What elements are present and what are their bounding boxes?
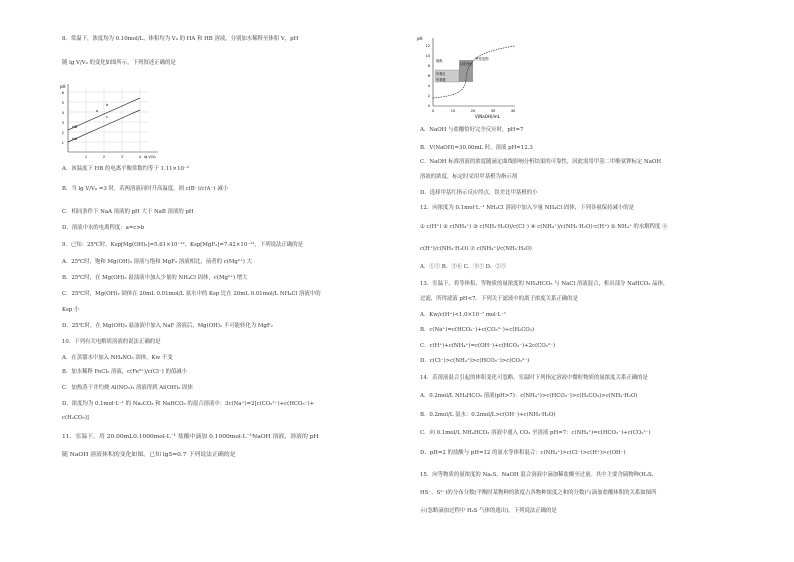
q11-annot-red2: 甲基橙	[436, 78, 446, 82]
q8-ytick: 4	[61, 111, 64, 115]
q11-xtick: 10	[450, 109, 456, 113]
q11-titration-chart	[415, 34, 525, 120]
q8-ylabel: pH	[60, 84, 66, 89]
q13-stem-line1: 13．室温下，将等体积、等物质的量浓度的 NH₄HCO₃ 与 NaCl 溶液混合，析出部分 NaHCO₃ 晶体，	[420, 281, 669, 287]
q9-option-d: D．25℃时，在 Mg(OH)₂ 悬浊液中加入 NaF 溶液后，Mg(OH)₂ 不可能转化为 MgF₂	[62, 323, 273, 329]
q11-annot-phenol: 酚酞	[436, 59, 443, 63]
q14-option-c: C．向 0.1mol/L NH₄HCO₃ 溶液中通入 CO₂ 至溶液 pH=7：c(NH₄⁺)=c(HCO₃⁻)+c(CO₃²⁻)	[420, 430, 651, 436]
q8-point-label-b: b	[106, 103, 109, 107]
q9-option-a: A．25℃时，饱和 Mg(OH)₂ 溶液与饱和 MgF₂ 溶液相比，前者的 c(Mg²⁺) 大	[62, 259, 253, 265]
q8-ytick: 6	[61, 91, 64, 95]
q10-option-c: C．加热蒸干并灼烧 Al(NO₃)₃ 溶液得到 Al(OH)₃ 固体	[62, 385, 193, 391]
q8-ph-chart	[58, 80, 163, 162]
q13-option-b: B．c(Na⁺)=c(HCO₃⁻)+c(CO₃²⁻)+c(H₂CO₃)	[420, 327, 535, 333]
q12-options: A．①⑤ B．③⑥ C．③⑦ D．②⑤	[420, 264, 507, 270]
q11-ytick: 4	[427, 84, 430, 88]
q11-stem-line1: 11．室温下，用 20.00mL0.1000mol·L⁻¹ 盐酸中滴加 0.1000mol·L⁻¹NaOH 溶液，溶液的 pH	[62, 434, 319, 440]
q11-ytick: 6	[427, 74, 430, 78]
q12-items-row2: c(H⁺)/c(NH₃·H₂O) ⑦ c(NH₄⁺)/c(NH₃·H₂O)	[420, 246, 532, 252]
q9-option-c-line1: C．25℃时，Mg(OH)₂ 固体在 20mL 0.01mol/L 氨水中的 Ksp 比在 20mL 0.01mol/L NH₄Cl 溶液中的	[62, 291, 321, 297]
q11-option-b: B．V(NaOH)=30.00mL 时，溶液 pH=12.3	[420, 145, 533, 151]
q10-stem: 10．下列有关电解质溶液的说法正确的是	[62, 339, 161, 345]
q8-xtick: 1	[84, 155, 88, 159]
q11-xtick: 20	[470, 109, 476, 113]
q8-xtick: 3	[120, 155, 124, 159]
q8-point-label-c: c	[106, 115, 108, 119]
q11-annot-range: 突变范围	[475, 57, 489, 61]
q11-ylabel: pH	[417, 36, 423, 41]
q8-series-label-hb: HB	[72, 125, 78, 129]
q11-option-c-line1: C．NaOH 标准溶液的浓度随滴定曲线影响分析结果的可靠性，因此需用甲基二甲酚氨钾标定 NaOH	[420, 159, 662, 165]
right-column	[397, 0, 794, 562]
q8-option-b: B．当 lg V/V₀ =3 时，若两溶液同时升高温度，则 c(B⁻)/c(A⁻) 减小	[62, 186, 228, 192]
q8-xtick: 4	[138, 155, 142, 159]
q11-option-c-line2: 溶液的浓度，标定时采用甲基橙为指示剂	[420, 174, 518, 180]
q11-ytick: 2	[427, 94, 430, 98]
q11-ytick: 8	[427, 64, 430, 68]
q10-option-d-line1: D．浓度均为 0.1mol·L⁻¹ 的 Na₂CO₃ 和 NaHCO₃ 的混合溶液中：3c(Na⁺)=2[c(CO₃²⁻)+c(HCO₃⁻)+	[62, 401, 315, 407]
q11-stem-line2: 随 NaOH 溶液体积的变化如图。已知 lg5=0.7 下列说法正确的是	[62, 452, 236, 458]
q15-stem-line1: 15．向等物质的量浓度的 Na₂S、NaOH 混合溶液中滴加稀盐酸至过量。其中主要含硫物种(H₂S、	[420, 472, 658, 478]
q13-option-d: D．c(Cl⁻)>c(NH₄⁺)>c(HCO₃⁻)>c(CO₃²⁻)	[420, 358, 530, 364]
q10-option-d-line2: c(H₂CO₃)]	[62, 415, 89, 421]
q9-option-c-line2: Ksp 小	[62, 307, 80, 313]
q8-series-label-ha: HA	[72, 137, 78, 141]
q11-xtick: 0	[431, 109, 435, 113]
q11-ytick: 0	[427, 104, 430, 108]
q11-annot-red1: 甲基红	[436, 72, 446, 76]
q8-ytick: 3	[61, 121, 64, 125]
q11-ytick: 12	[425, 44, 430, 48]
q11-xtick: 30	[490, 109, 496, 113]
q10-option-a: A．在蒸馏水中加入 NH₄NO₃ 固体，Kw 不变	[62, 355, 173, 361]
q13-option-c: C．c(H⁺)+c(NH₄⁺)=c(OH⁻)+c(HCO₃⁻)+2c(CO₃²⁻)	[420, 343, 556, 349]
q12-stem: 12．向浓度为 0.1mol·L⁻¹ NH₄Cl 溶液中加入少量 NH₄Cl 固体，下列各量保持减小的是	[420, 205, 635, 211]
q11-option-a: A．NaOH 与盐酸恰好完全反应时，pH=7	[420, 127, 524, 133]
q8-ytick: 2	[61, 131, 64, 135]
q10-option-b: B．加水稀释 FeCl₃ 溶液，c(Fe³⁺)/c(Cl⁻) 的值减小	[62, 369, 188, 375]
q11-option-d: D．选择甲基红指示反应终点，误差比甲基橙的小	[420, 190, 538, 196]
q9-stem: 9．已知：25℃时，Ksp[Mg(OH)₂]=5.61×10⁻¹²，Ksp[MgF₂]=7.42×10⁻¹¹，下列说法正确的是	[62, 242, 303, 248]
q8-ytick: 1	[61, 141, 64, 145]
q14-option-a: A．0.2mol/L NH₄HCO₃ 溶液(pH>7)：c(NH₄⁺)>c(HCO₃⁻)>c(H₂CO₃)>c(NH₃·H₂O)	[420, 393, 638, 399]
q8-stem-line1: 8．常温下，浓度均为 0.10mol/L、体积均为 V₀ 的 HA 和 HB 溶液，分别加水稀释至体积 V，pH	[62, 36, 299, 42]
q8-option-a: A．该温度下 HB 的电离平衡常数约等于 1.11×10⁻⁵	[62, 166, 189, 172]
q13-stem-line2: 过滤，所得滤液 pH<7。下列关于滤液中的离子浓度关系正确的是	[420, 296, 578, 302]
q8-xlabel: lg V/V₀	[144, 155, 156, 159]
q14-stem: 14．若溶液混合引起的体积变化可忽略，室温时下列指定溶液中微粒物质的量浓度关系正确的是	[420, 375, 648, 381]
q11-xtick: 40	[510, 109, 516, 113]
q15-stem-line3: 示(忽略滴加过程中 H₂S 气体的逸出)。下列说法正确的是	[420, 508, 557, 514]
q11-xlabel: V(NaOH)/mL	[475, 114, 500, 119]
q13-option-a: A．Kw/c(H⁺)<1.0×10⁻⁷ mol·L⁻¹	[420, 312, 507, 318]
q9-option-b: B．25℃时，在 Mg(OH)₂ 悬浊液中加入少量的 NH₄Cl 固体，c(Mg²⁺) 增大	[62, 275, 248, 281]
q8-xtick: 2	[102, 155, 106, 159]
q12-items-row1: ① c(H⁺) ② c(NH₄⁺) ③ c(NH₃·H₂O)/c(Cl⁻) ④ c(NH₄⁺)/c(NH₃·H₂O)·c(H⁺) ⑤ NH₄⁺ 的水解程度 ⑥	[420, 224, 668, 230]
q11-annot-eq: 反应终点	[460, 62, 473, 66]
q8-option-c: C．相同条件下 NaA 溶液的 pH 大于 NaB 溶液的 pH	[62, 209, 194, 215]
q8-ytick: 5	[61, 101, 64, 105]
q8-point-label-a: a	[96, 109, 99, 113]
q15-stem-line2: HS⁻、S²⁻)的分布分数(平衡时某物种的浓度占各物种浓度之和的分数)与滴加盐酸体积的关系如图所	[420, 490, 657, 496]
q14-option-b: B．0.2mol/L 氨水：0.2mol/L>c(OH⁻)+c(NH₃·H₂O)	[420, 412, 556, 418]
q11-ytick: 10	[425, 54, 430, 58]
q14-option-d: D．pH=2 的盐酸与 pH=12 的氨水等体积混合：c(NH₄⁺)>c(Cl⁻)>c(H⁺)>c(OH⁻)	[420, 450, 626, 456]
q8-option-d: D．溶液中水的电离程度：a=c>b	[62, 225, 145, 231]
q8-stem-line2: 随 lg V/V₀ 的变化如图所示，下列叙述正确的是	[62, 60, 176, 66]
